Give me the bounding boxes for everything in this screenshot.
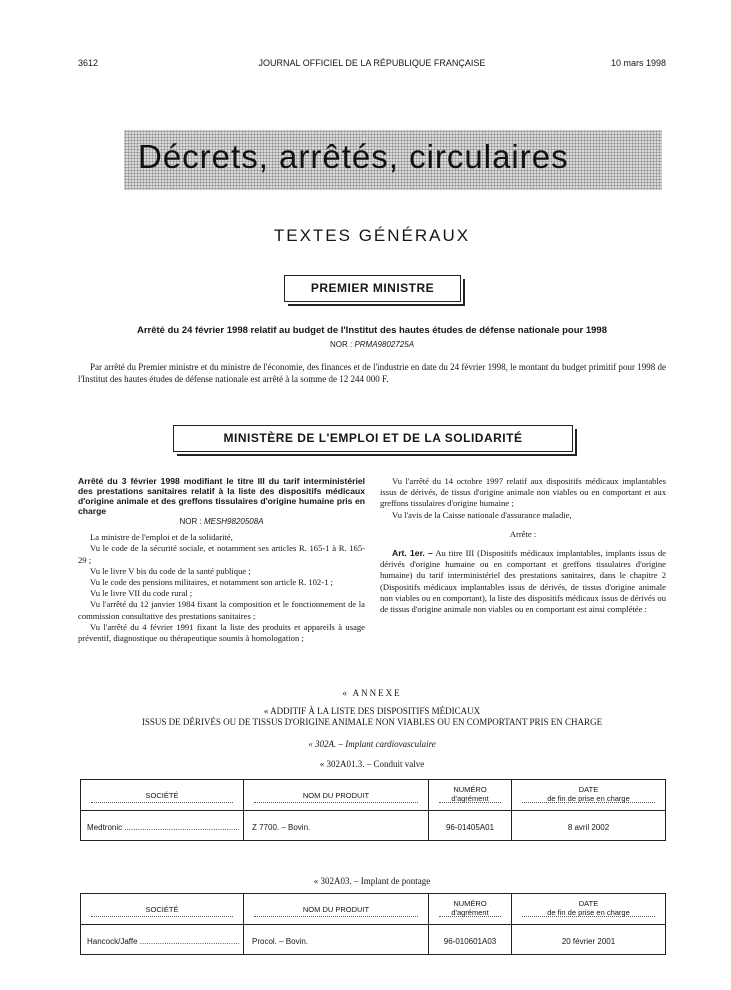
annexe-title: « ANNEXE — [342, 688, 402, 698]
table-implant-pontage — [80, 893, 666, 955]
additif-line-1: « ADDITIF À LA LISTE DES DISPOSITIFS MÉDICAUX — [263, 706, 481, 716]
table-row — [81, 811, 665, 841]
page-number: 3612 — [78, 58, 99, 68]
article-label: Art. 1er. – — [392, 548, 433, 559]
visa-paragraph: Vu l'avis de la Caisse nationale d'assurance maladie, — [392, 509, 572, 520]
ministry-emploi-solidarite: MINISTÈRE DE L'EMPLOI ET DE LA SOLIDARITÉ — [173, 425, 573, 452]
cell-societe: Medtronic ..... — [81, 811, 244, 841]
arrete-title-2: Arrêté du 3 février 1998 modifiant le titre III du tarif interministériel des prestations sanitaires relatif à la liste des dispositifs médicaux d'origine animale et des greffons tissulaires d'origine humaine pris en charge — [78, 476, 365, 516]
header-nom-produit: NOM DU PRODUIT — [244, 894, 429, 924]
table-row — [81, 925, 665, 955]
visa-paragraph: Vu le code des pensions militaires, et notamment son article R. 102-1 ; — [90, 577, 333, 588]
header-nom-produit: NOM DU PRODUIT — [244, 780, 429, 810]
cell-produit: Z 7700. – Bovin. — [244, 811, 429, 841]
left-column — [78, 476, 365, 644]
subsection-implant-pontage: « 302A03. – Implant de pontage — [313, 876, 431, 886]
visa-paragraph: Vu le livre VII du code rural ; — [90, 588, 193, 599]
visa-paragraph: Vu l'arrêté du 4 février 1991 fixant la liste des produits et appareils à usage préventif, diagnostique ou thérapeutique soumis à homologation ; — [78, 621, 365, 644]
visa-paragraph: Vu l'arrêté du 12 janvier 1984 fixant la composition et le fonctionnement de la commission consultative des prestations sanitaires ; — [78, 599, 365, 621]
cell-numero: 96-010601A03 — [429, 925, 512, 955]
page-header — [78, 58, 666, 72]
nor-reference-1 — [78, 340, 666, 349]
visa-paragraph: Vu le code de la sécurité sociale, et notamment ses articles R. 165-1 à R. 165-29 ; — [78, 543, 365, 565]
visa-paragraph: Vu le livre V bis du code de la santé publique ; — [90, 565, 251, 576]
nor-label: NOR : — [179, 517, 202, 526]
header-date: DATE de fin de prise en charge — [512, 894, 665, 924]
nor-label: NOR : — [329, 340, 353, 349]
table-header-row — [81, 894, 665, 925]
header-societe: SOCIÉTÉ — [81, 894, 244, 924]
arrete-paragraph-1: Par arrêté du Premier ministre et du ministre de l'économie, des finances et de l'industrie en date du 24 février 1998, le montant du budget primitif pour 1998 de l'Institut des hautes études de défense nationale est arrêté à la somme de 12 244 000 F. — [78, 362, 666, 384]
visa-paragraph: Vu l'arrêté du 14 octobre 1997 relatif aux dispositifs médicaux implantables issus de dérivés, de tissus d'origine animale non viables ou en comportant et aux greffons tissulaires d'origine humaine ; — [380, 476, 666, 509]
nor-code: PRMA9802725A — [354, 340, 415, 349]
subsection-conduit-valve: « 302A01.3. – Conduit valve — [319, 759, 425, 769]
header-numero: NUMÉRO d'agrément — [429, 894, 512, 924]
additif-line-2: ISSUS DE DÉRIVÉS OU DE TISSUS D'ORIGINE ANIMALE NON VIABLES OU EN COMPORTANT PRIS EN CHARGE — [141, 717, 603, 727]
header-date: DATE de fin de prise en charge — [512, 780, 665, 810]
cell-societe: Hancock/Jaffe ..... — [81, 925, 244, 955]
table-header-row — [81, 780, 665, 811]
table-conduit-valve — [80, 779, 666, 841]
visa-paragraph: La ministre de l'emploi et de la solidarité, — [90, 532, 233, 543]
subsection-implant-cardiovasculaire: « 302A. – Implant cardiovasculaire — [308, 739, 436, 749]
arrete-word: Arrête : — [509, 528, 537, 539]
ministry-premier-ministre: PREMIER MINISTRE — [284, 275, 461, 302]
section-title: TEXTES GÉNÉRAUX — [273, 226, 471, 245]
cell-produit: Procol. – Bovin. — [244, 925, 429, 955]
article-1 — [380, 548, 666, 615]
right-column — [380, 476, 666, 615]
header-societe: SOCIÉTÉ — [81, 780, 244, 810]
nor-code: MESH9820508A — [203, 517, 264, 526]
cell-numero: 96-01405A01 — [429, 811, 512, 841]
journal-title: JOURNAL OFFICIEL DE LA RÉPUBLIQUE FRANÇAISE — [258, 58, 486, 68]
header-numero: NUMÉRO d'agrément — [429, 780, 512, 810]
cell-date: 20 février 2001 — [561, 937, 616, 946]
nor-reference-2 — [78, 516, 365, 527]
arrete-title-1: Arrêté du 24 février 1998 relatif au budget de l'Institut des hautes études de défense nationale pour 1998 — [136, 325, 607, 336]
issue-date: 10 mars 1998 — [610, 58, 666, 68]
article-text: Au titre III (Dispositifs médicaux implantables, implants issus de dérivés d'origine humaine ou en comportant et greffons tissulaires d'origine humaine) du tarif interministériel des prestations sanitaires, dans le chapitre 2 (Dispositifs médicaux implantables issus de dérivés, de tissus d'origine animale non viables ou en comportant), la liste des dispositifs médicaux issus de dérivés ou de tissus d'origine animale non viables ou en comportant est ainsi complétée : — [380, 548, 666, 615]
cell-date: 8 avril 2002 — [567, 823, 610, 832]
banner-title: Décrets, arrêtés, circulaires — [138, 138, 569, 175]
